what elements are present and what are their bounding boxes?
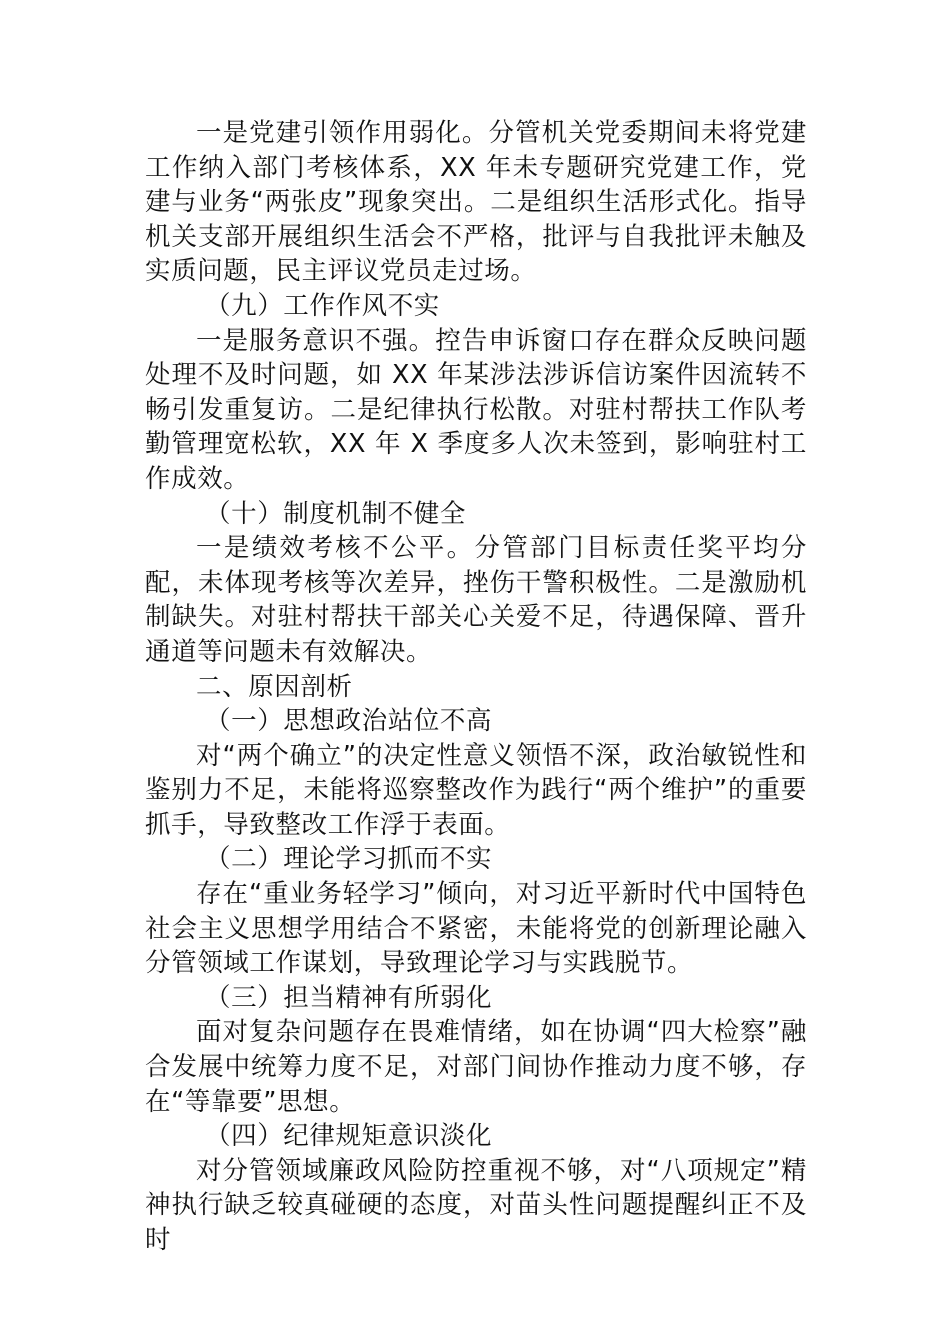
heading-two-theory-study: （二）理论学习抓而不实: [205, 844, 493, 875]
document-page: [145, 116, 807, 1258]
paragraph-responsibility: 面对复杂问题存在畏难情绪，如在协调“四大检察”融合发展中统筹力度不足，对部门间协作推动力度不够，存在“等靠要”思想。: [145, 1017, 807, 1117]
heading-three-responsibility: （三）担当精神有所弱化: [205, 982, 493, 1013]
heading-ten-system-mechanism: （十）制度机制不健全: [205, 498, 467, 529]
heading-cause-analysis: 二、原因剖析: [196, 671, 353, 702]
heading-one-political-stance: （一）思想政治站位不高: [205, 706, 493, 737]
paragraph-discipline: 对分管领域廉政风险防控重视不够，对“八项规定”精神执行缺乏较真碰硬的态度，对苗头性问题提醒纠正不及时: [145, 1155, 807, 1255]
paragraph-performance-assessment: 一是绩效考核不公平。分管部门目标责任奖平均分配，未体现考核等次差异，挫伤干警积极性。二是激励机制缺失。对驻村帮扶干部关心关爱不足，待遇保障、晋升通道等问题未有效解决。: [145, 533, 807, 667]
paragraph-service-awareness: 一是服务意识不强。控告申诉窗口存在群众反映问题处理不及时问题，如 XX 年某涉法涉诉信访案件因流转不畅引发重复访。二是纪律执行松散。对驻村帮扶工作队考勤管理宽松软，XX 年 X 季度多人次未签到，影响驻村工作成效。: [145, 325, 807, 494]
paragraph-party-building: 一是党建引领作用弱化。分管机关党委期间未将党建工作纳入部门考核体系，XX 年未专题研究党建工作，党建与业务“两张皮”现象突出。二是组织生活形式化。指导机关支部开展组织生活会不严格，批评与自我批评未触及实质问题，民主评议党员走过场。: [145, 118, 807, 287]
paragraph-theory-study: 存在“重业务轻学习”倾向，对习近平新时代中国特色社会主义思想学用结合不紧密，未能将党的创新理论融入分管领域工作谋划，导致理论学习与实践脱节。: [145, 879, 807, 979]
heading-four-discipline: （四）纪律规矩意识淡化: [205, 1121, 493, 1152]
heading-nine-work-style: （九）工作作风不实: [205, 290, 440, 321]
paragraph-political-stance: 对“两个确立”的决定性意义领悟不深，政治敏锐性和鉴别力不足，未能将巡察整改作为践行“两个维护”的重要抓手，导致整改工作浮于表面。: [145, 740, 807, 840]
